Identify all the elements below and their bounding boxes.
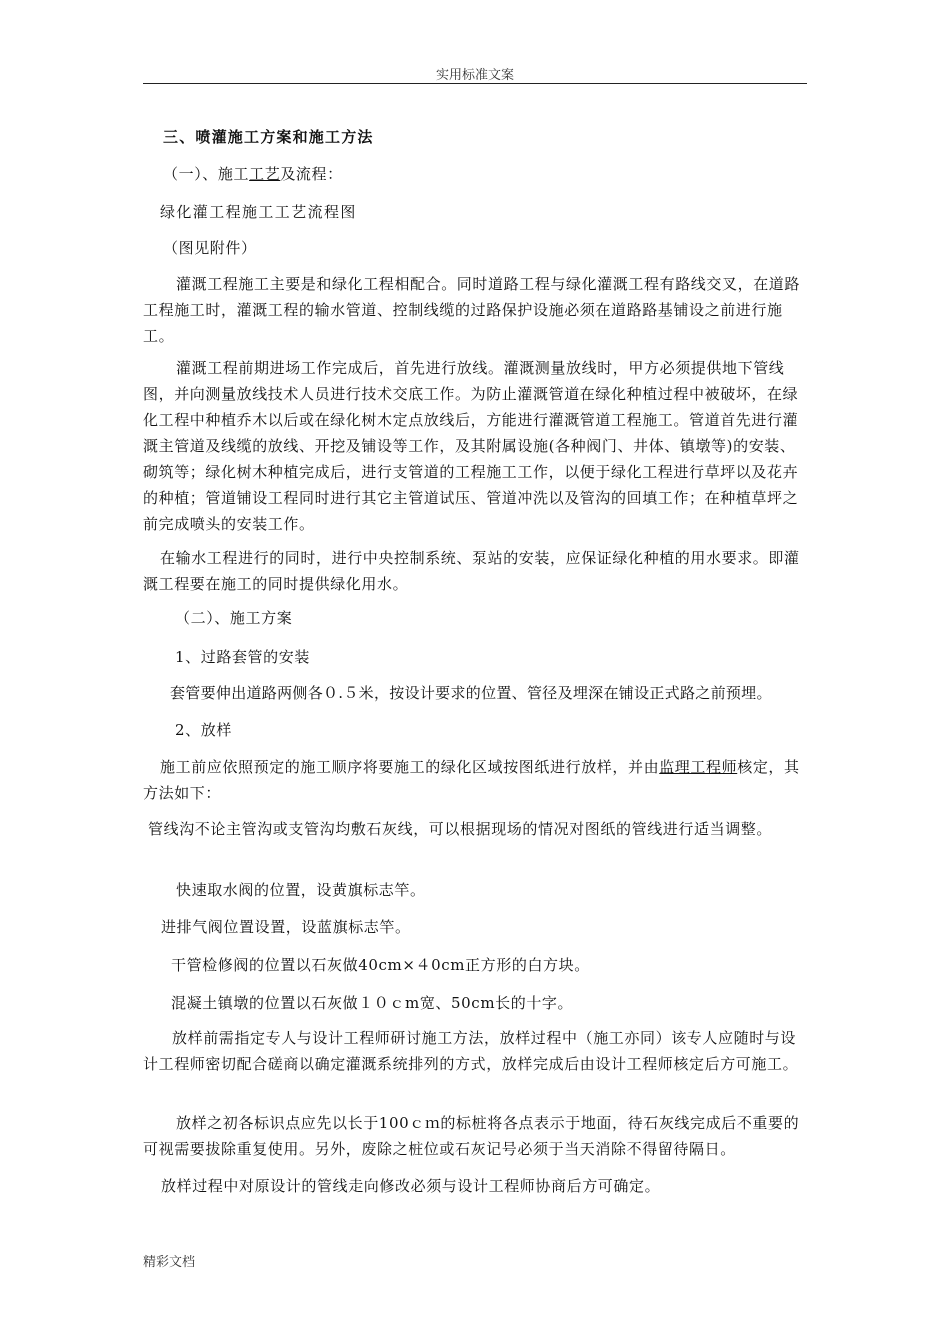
paragraph-3: 在输水工程进行的同时，进行中央控制系统、泵站的安装，应保证绿化种植的用水要求。即灌溉工程要在施工的同时提供绿化用水。	[143, 549, 800, 593]
paragraph-13: 放样过程中对原设计的管线走向修改必须与设计工程师协商后方可确定。	[161, 1177, 661, 1195]
paragraph-5-prefix: 施工前应依照预定的施工顺序将要施工的绿化区域按图纸进行放样，并由	[160, 758, 660, 776]
supervising-engineer-link[interactable]: 监理工程师	[659, 758, 738, 776]
item-heading-2: 2、放样	[175, 721, 232, 739]
header-divider	[143, 83, 807, 84]
paragraph-7: 快速取水阀的位置，设黄旗标志竿。	[176, 881, 426, 899]
section-title: 三、喷灌施工方案和施工方法	[163, 128, 374, 146]
process-link[interactable]: 工艺	[249, 165, 281, 183]
page-footer: 精彩文档	[143, 1255, 196, 1270]
paragraph-9: 干管检修阀的位置以石灰做40cm×４0cm正方形的白方块。	[171, 956, 590, 974]
paragraph-10: 混凝土镇墩的位置以石灰做１０ｃm宽、50cm长的十字。	[171, 994, 574, 1012]
paragraph-1: 灌溉工程施工主要是和绿化工程相配合。同时道路工程与绿化灌溉工程有路线交叉，在道路工程施工时，灌溉工程的输水管道、控制线缆的过路保护设施必须在道路路基铺设之前进行施工。	[143, 275, 801, 345]
subsection-heading-1-prefix: （一）、施工	[163, 165, 250, 183]
paragraph-8: 进排气阀位置设置，设蓝旗标志竿。	[161, 918, 411, 936]
paragraph-5	[143, 754, 807, 806]
see-attachment-note: （图见附件）	[163, 239, 257, 257]
paragraph-12: 放样之初各标识点应先以长于100ｃｍ的标桩将各点表示于地面，待石灰线完成后不重要的可视需要拔除重复使用。另外，废除之桩位或石灰记号必须于当天消除不得留待隔日。	[143, 1114, 800, 1158]
paragraph-11: 放样前需指定专人与设计工程师研讨施工方法，放样过程中（施工亦同）该专人应随时与设计工程师密切配合磋商以确定灌溉系统排列的方式，放样完成后由设计工程师核定后方可施工。	[143, 1029, 799, 1073]
paragraph-6: 管线沟不论主管沟或支管沟均敷石灰线，可以根据现场的情况对图纸的管线进行适当调整。	[148, 820, 773, 838]
page-header: 实用标准文案	[435, 68, 514, 83]
subsection-heading-1-suffix: 及流程：	[280, 165, 343, 183]
subsection-heading-2: （二）、施工方案	[175, 609, 293, 627]
paragraph-5-suffix: 核定，其方法如下：	[143, 758, 800, 802]
paragraph-2: 灌溉工程前期进场工作完成后，首先进行放线。灌溉测量放线时，甲方必须提供地下管线图，并向测量放线技术人员进行技术交底工作。为防止灌溉管道在绿化种植过程中被破坏，在绿化工程中种植乔木以后或在绿化树木定点放线后，方能进行灌溉管道工程施工。管道首先进行灌溉主管道及线缆的放线、开挖及铺设等工作，及其附属设施(各种阀门、井体、镇墩等)的安装、砌筑等；绿化树木种植完成后，进行支管道的工程施工工作，以便于绿化工程进行草坪以及花卉的种植；管道铺设工程同时进行其它主管道试压、管道冲洗以及管沟的回填工作；在种植草坪之前完成喷头的安装工作。	[143, 359, 799, 533]
flow-chart-title: 绿化灌工程施工工艺流程图	[160, 203, 357, 221]
item-heading-1: 1、过路套管的安装	[175, 648, 310, 666]
paragraph-4: 套管要伸出道路两侧各０.５米，按设计要求的位置、管径及埋深在铺设正式路之前预埋。	[170, 684, 772, 702]
subsection-heading-1	[163, 161, 827, 187]
